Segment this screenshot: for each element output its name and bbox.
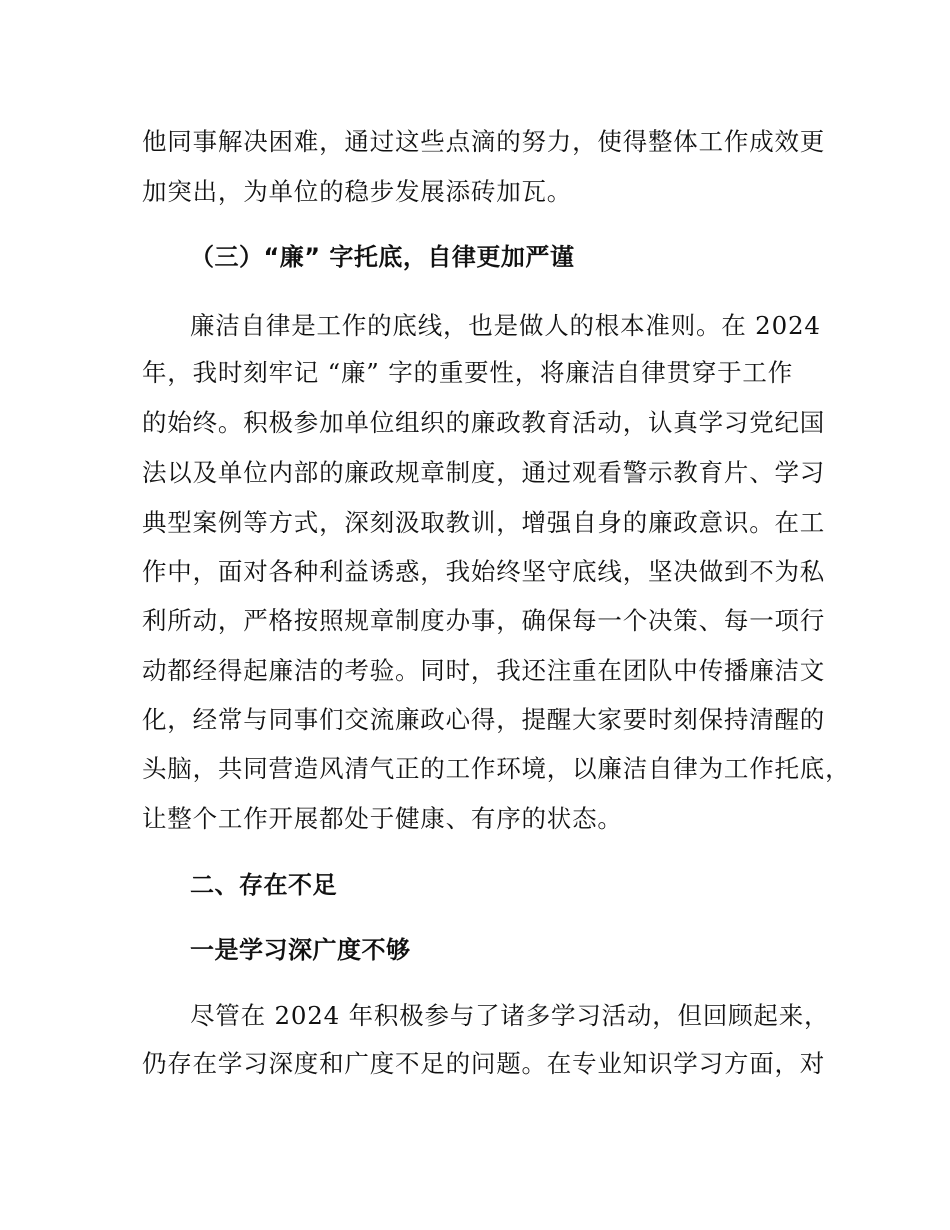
- subsection-heading: （三）“廉” 字托底，自律更加严谨: [190, 243, 575, 271]
- paragraph-line: 仍存在学习深度和广度不足的问题。在专业知识学习方面，对: [142, 1049, 826, 1078]
- section-heading: 二、存在不足: [190, 871, 337, 899]
- paragraph-line: 动都经得起廉洁的考验。同时，我还注重在团队中传播廉洁文: [142, 656, 826, 685]
- paragraph-line: 的始终。积极参加单位组织的廉政教育活动，认真学习党纪国: [142, 408, 826, 437]
- paragraph-line: 尽管在 2024 年积极参与了诸多学习活动，但回顾起来，: [190, 1001, 830, 1030]
- paragraph-line: 年，我时刻牢记 “廉” 字的重要性，将廉洁自律贯穿于工作: [142, 358, 794, 387]
- point-heading: 一是学习深广度不够: [190, 936, 411, 964]
- paragraph-line: 化，经常与同事们交流廉政心得，提醒大家要时刻保持清醒的: [142, 705, 826, 734]
- paragraph-line: 他同事解决困难，通过这些点滴的努力，使得整体工作成效更: [142, 127, 826, 156]
- paragraph-line: 廉洁自律是工作的底线，也是做人的根本准则。在 2024: [190, 311, 821, 340]
- paragraph-line: 头脑，共同营造风清气正的工作环境，以廉洁自律为工作托底，: [142, 754, 851, 783]
- paragraph-line: 让整个工作开展都处于健康、有序的状态。: [142, 804, 623, 833]
- paragraph-line: 利所动，严格按照规章制度办事，确保每一个决策、每一项行: [142, 606, 826, 635]
- paragraph-line: 作中，面对各种利益诱惑，我始终坚守底线，坚决做到不为私: [142, 557, 826, 586]
- paragraph-line: 典型案例等方式，深刻汲取教训，增强自身的廉政意识。在工: [142, 508, 826, 537]
- paragraph-line: 法以及单位内部的廉政规章制度，通过观看警示教育片、学习: [142, 458, 826, 487]
- paragraph-line: 加突出，为单位的稳步发展添砖加瓦。: [142, 177, 573, 206]
